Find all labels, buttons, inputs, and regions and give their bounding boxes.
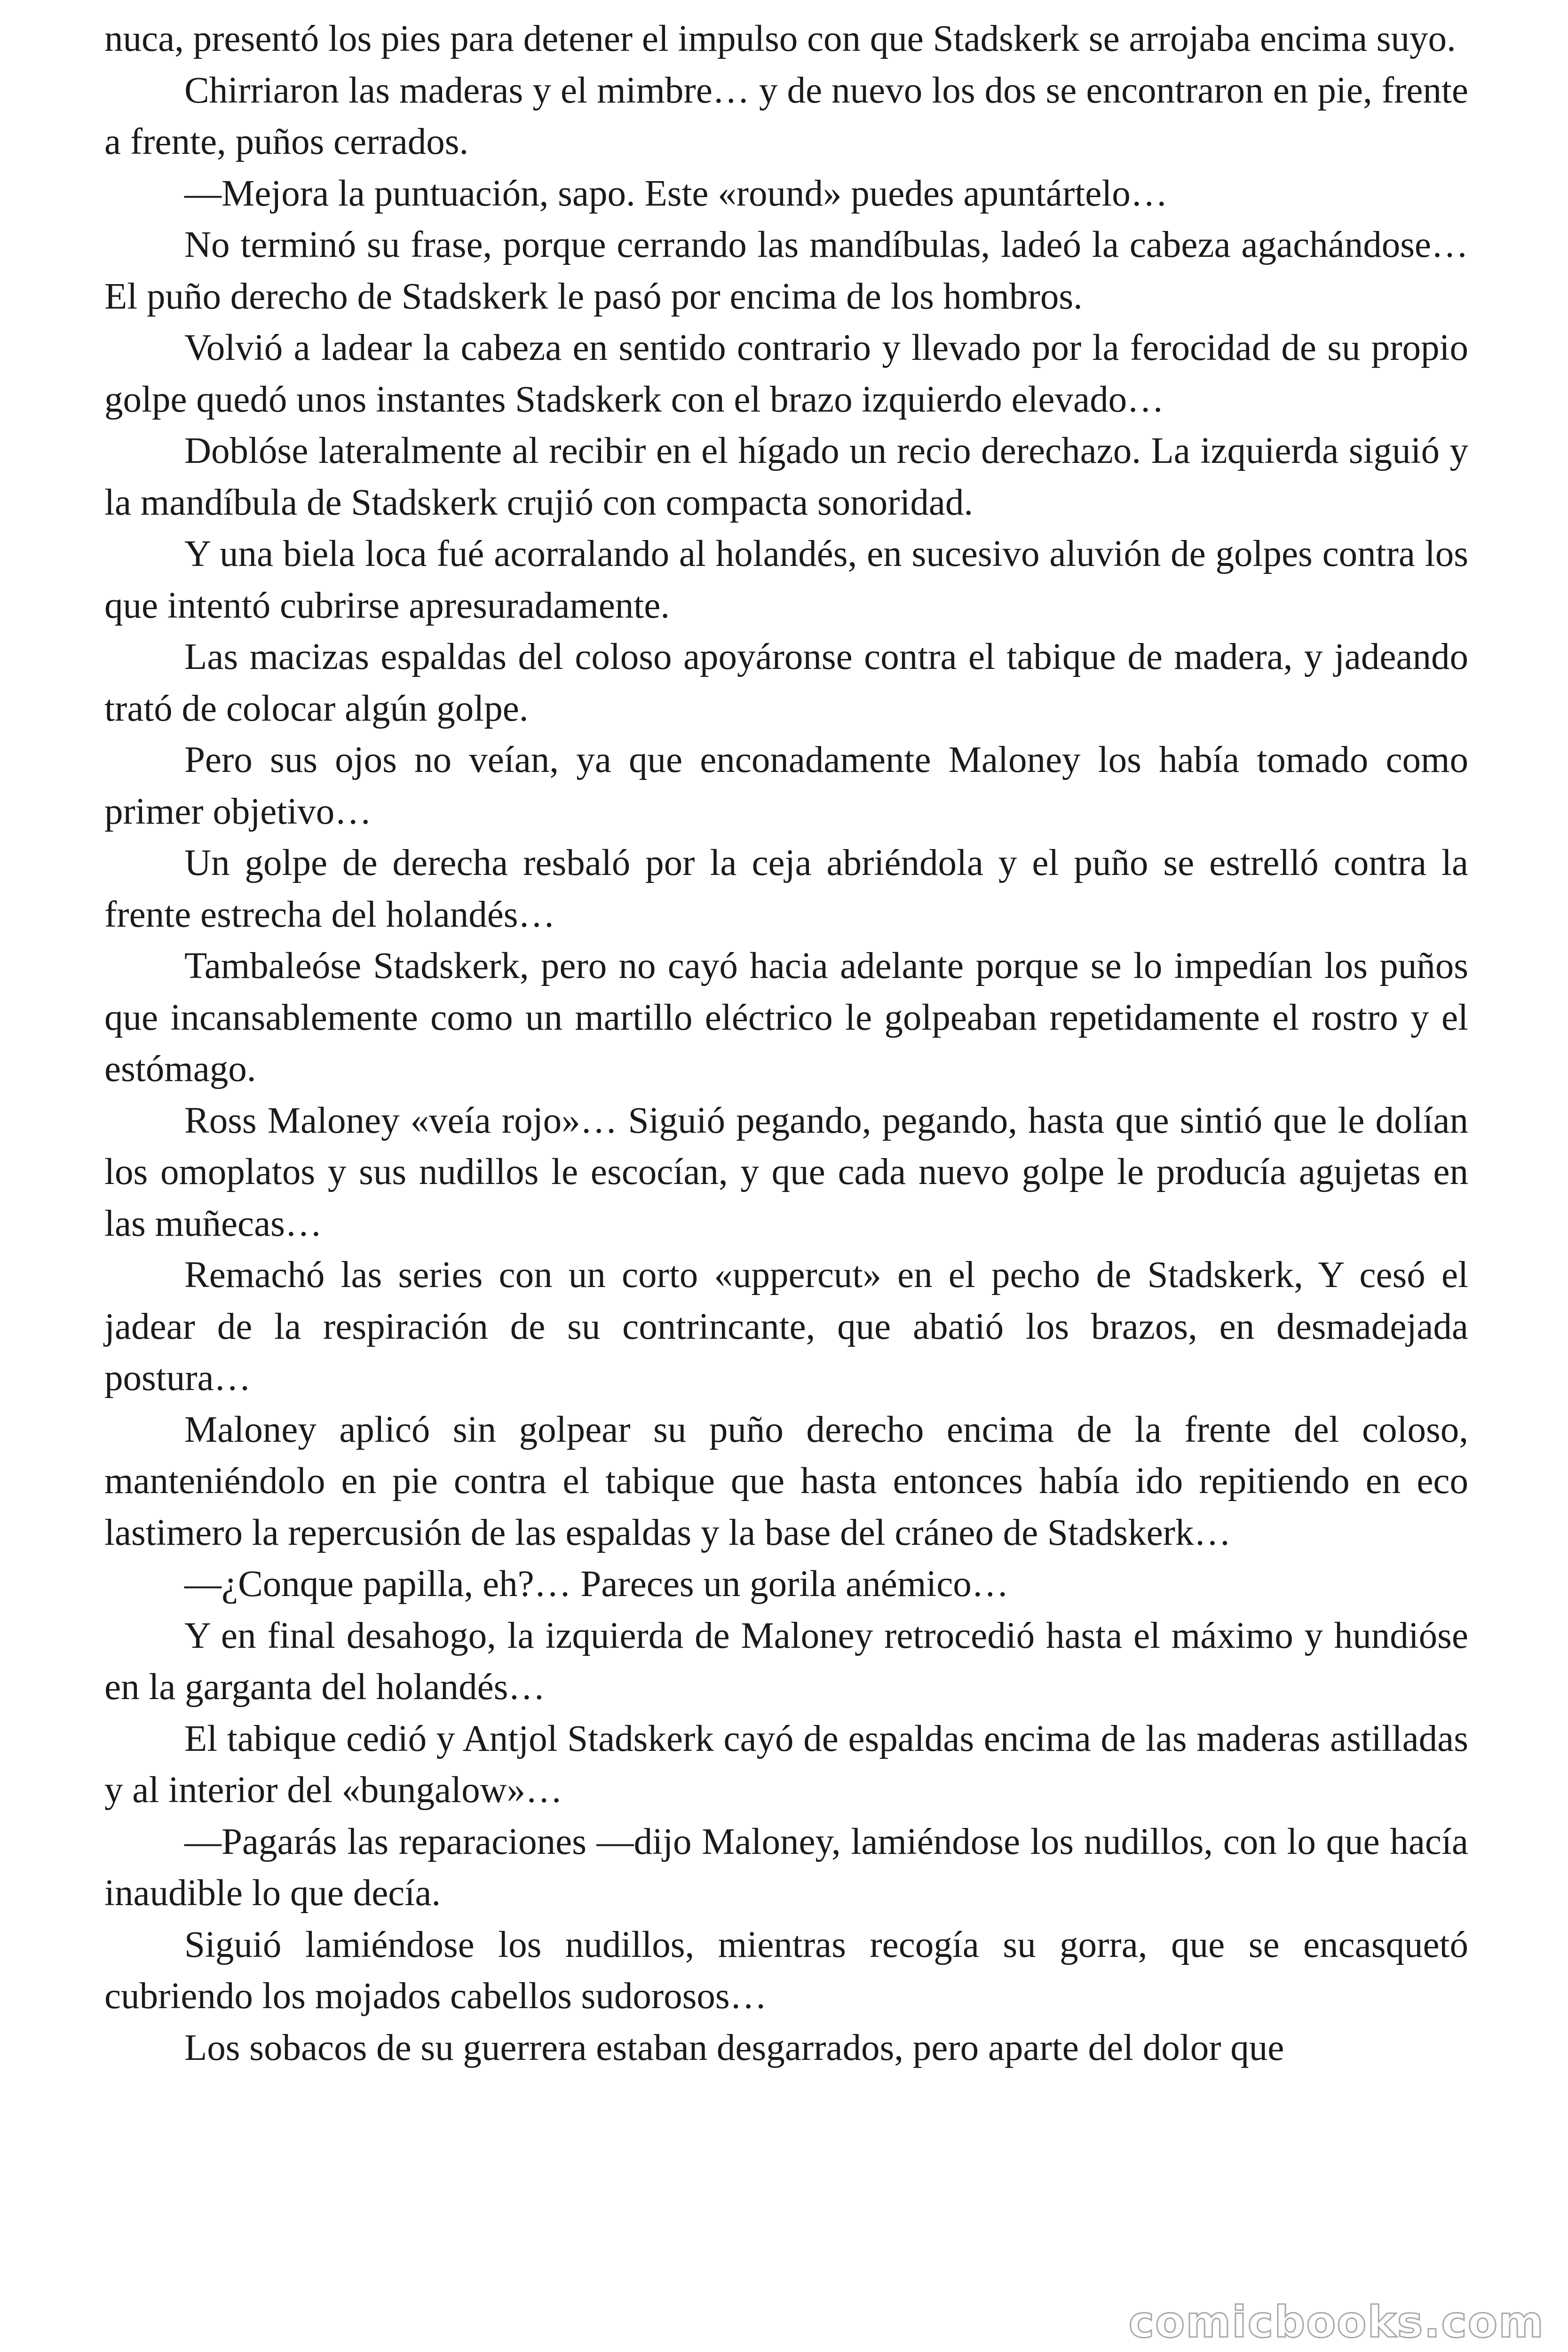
paragraph: Volvió a ladear la cabeza en sentido contrario y llevado por la ferocidad de su propio golpe quedó unos instantes Stadskerk con el brazo izquierdo elevado… bbox=[104, 327, 1468, 420]
paragraph: Doblóse lateralmente al recibir en el hígado un recio derechazo. La izquierda siguió y la mandíbula de Stadskerk crujió con compacta sonoridad. bbox=[104, 430, 1468, 523]
paragraph: —Pagarás las reparaciones —dijo Maloney, lamiéndose los nudillos, con lo que hacía inaudible lo que decía. bbox=[104, 1821, 1468, 1914]
watermark: comicbooks.com bbox=[1128, 2297, 1544, 2347]
paragraph: Las macizas espaldas del coloso apoyáronse contra el tabique de madera, y jadeando trató de colocar algún golpe. bbox=[104, 636, 1468, 729]
paragraph: Maloney aplicó sin golpear su puño derecho encima de la frente del coloso, manteniéndolo en pie contra el tabique que hasta entonces había ido repitiendo en eco lastimero la repercusión de las espaldas y la base del cráneo de Stadskerk… bbox=[104, 1409, 1468, 1553]
paragraph: Chirriaron las maderas y el mimbre… y de nuevo los dos se encontraron en pie, frente a frente, puños cerrados. bbox=[104, 70, 1468, 162]
paragraph: Y una biela loca fué acorralando al holandés, en sucesivo aluvión de golpes contra los que intentó cubrirse apresuradamente. bbox=[104, 533, 1468, 626]
paragraph: Los sobacos de su guerrera estaban desgarrados, pero aparte del dolor que bbox=[184, 2027, 1284, 2068]
page-text bbox=[104, 13, 1468, 2074]
paragraph: Pero sus ojos no veían, ya que enconadamente Maloney los había tomado como primer objetivo… bbox=[104, 739, 1468, 832]
paragraph: El tabique cedió y Antjol Stadskerk cayó de espaldas encima de las maderas astilladas y al interior del «bungalow»… bbox=[104, 1718, 1468, 1811]
paragraph: Un golpe de derecha resbaló por la ceja abriéndola y el puño se estrelló contra la frente estrecha del holandés… bbox=[104, 842, 1468, 935]
paragraph: Remachó las series con un corto «uppercut» en el pecho de Stadskerk, Y cesó el jadear de la respiración de su contrincante, que abatió los brazos, en desmadejada postura… bbox=[104, 1255, 1468, 1398]
paragraph: Siguió lamiéndose los nudillos, mientras recogía su gorra, que se encasquetó cubriendo los mojados cabellos sudorosos… bbox=[104, 1924, 1468, 2017]
paragraph: —¿Conque papilla, eh?… Pareces un gorila anémico… bbox=[184, 1564, 1009, 1605]
paragraph: —Mejora la puntuación, sapo. Este «round» puedes apuntártelo… bbox=[184, 173, 1168, 214]
paragraph: Tambaleóse Stadskerk, pero no cayó hacia adelante porque se lo impedían los puños que incansablemente como un martillo eléctrico le golpeaban repetidamente el rostro y el estómago. bbox=[104, 946, 1468, 1089]
paragraph: nuca, presentó los pies para detener el impulso con que Stadskerk se arrojaba encima suyo. bbox=[104, 18, 1456, 59]
paragraph: No terminó su frase, porque cerrando las mandíbulas, ladeó la cabeza agachándose… El puño derecho de Stadskerk le pasó por encima de los hombros. bbox=[104, 224, 1468, 317]
paragraph: Ross Maloney «veía rojo»… Siguió pegando, pegando, hasta que sintió que le dolían los omoplatos y sus nudillos le escocían, y que cada nuevo golpe le producía agujetas en las muñecas… bbox=[104, 1100, 1468, 1244]
paragraph: Y en final desahogo, la izquierda de Maloney retrocedió hasta el máximo y hundióse en la garganta del holandés… bbox=[104, 1615, 1468, 1708]
